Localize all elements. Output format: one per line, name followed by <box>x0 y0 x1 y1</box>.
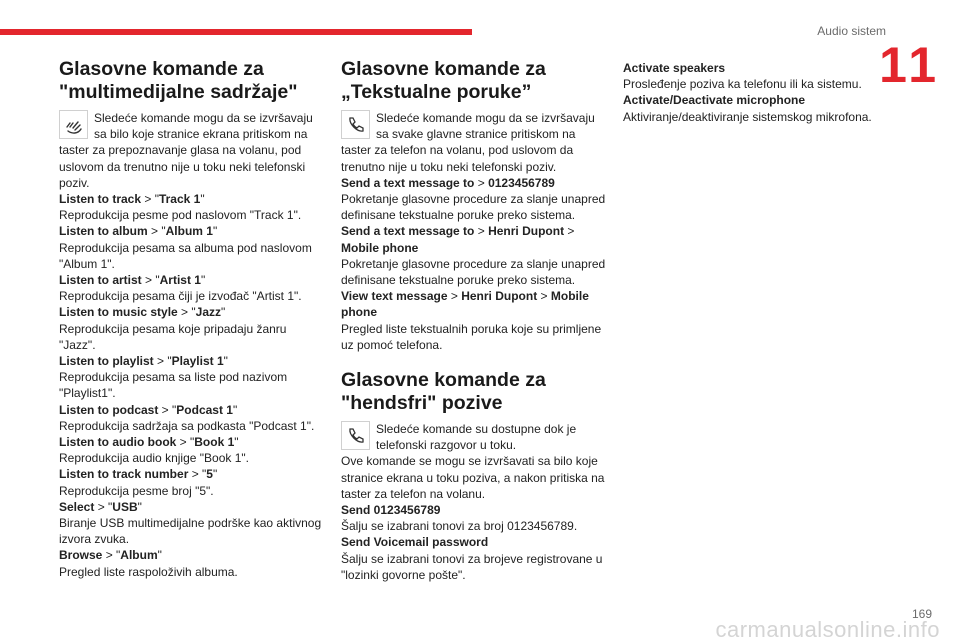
voice-command-icon <box>59 110 88 139</box>
command-part: Send a text message to <box>341 224 475 239</box>
command-phrase: Browse <box>59 548 103 563</box>
command-description: Reprodukcija pesama sa liste pod nazivom "Playlist1". <box>59 370 288 401</box>
command-description: Reprodukcija pesama koje pripadaju žanru "Jazz". <box>59 321 287 352</box>
command-description: Reprodukcija pesme broj "5". <box>59 483 214 498</box>
command-phrase: Listen to track <box>59 192 142 207</box>
voice-command: Browse > "Album" <box>59 548 162 563</box>
command-part: Henri Dupont <box>488 224 565 239</box>
command-phrase: Listen to podcast <box>59 402 159 417</box>
intro-text-messages: Sledeće komande mogu da se izvršavaju sa svake glavne stranice pritiskom na taster za telefon na volanu, pod uslovom da trenutno nije u toku neki telefonski poziv. <box>341 111 595 174</box>
command-argument: Album 1 <box>165 224 213 239</box>
chapter-number: 11 <box>879 37 940 93</box>
header-accent-bar <box>0 29 472 35</box>
section-title: Audio sistem <box>817 24 886 38</box>
command-part: Send a text message to <box>341 175 475 190</box>
voice-command: Listen to track > "Track 1" <box>59 192 205 207</box>
command-phrase: Listen to track number <box>59 467 189 482</box>
command-argument: Book 1 <box>194 435 235 450</box>
command-description: Aktiviranje/deaktiviranje sistemskog mikrofona. <box>623 109 872 124</box>
voice-command: Listen to audio book > "Book 1" <box>59 435 239 450</box>
voice-command: Listen to podcast > "Podcast 1" <box>59 402 238 417</box>
command-part: 0123456789 <box>488 175 555 190</box>
command-argument: 5 <box>206 467 213 482</box>
command-argument: Artist 1 <box>159 273 201 288</box>
command-argument: USB <box>112 499 138 514</box>
voice-command: Send Voicemail password <box>341 535 489 550</box>
command-argument: Jazz <box>195 305 221 320</box>
command-description: Reprodukcija sadržaja sa podkasta "Podcast 1". <box>59 418 315 433</box>
command-phrase: Listen to playlist <box>59 354 154 369</box>
heading-text-messages: Glasovne komande za „Tekstualne poruke” <box>341 58 546 103</box>
command-phrase: Listen to audio book <box>59 435 177 450</box>
handsfree-note: Ove komande se mogu se izvršavati sa bilo koje stranice ekrana u toku poziva, a nakon pritiska na taster za telefon na volanu. <box>341 454 605 501</box>
intro-multimedia: Sledeće komande mogu da se izvršavaju sa bilo koje stranice ekrana pritiskom na taster za prepoznavanje glasa na volanu, pod uslovom da trenutno nije u toku neki telefonski poziv. <box>59 111 313 190</box>
voice-command: Listen to album > "Album 1" <box>59 224 218 239</box>
voice-command: View text message > Henri Dupont > Mobile phone <box>341 289 589 320</box>
command-description: Šalju se izabrani tonovi za broj 0123456789. <box>341 519 578 534</box>
command-phrase: Listen to music style <box>59 305 178 320</box>
command-part: Henri Dupont <box>461 289 538 304</box>
phone-icon <box>341 110 370 139</box>
command-phrase: Listen to album <box>59 224 148 239</box>
command-description: Reprodukcija pesama sa albuma pod naslovom "Album 1". <box>59 240 312 271</box>
command-description: Pokretanje glasovne procedure za slanje unapred definisane tekstualne poruke preko sistema. <box>341 192 606 223</box>
command-part: View text message <box>341 289 448 304</box>
voice-command: Send a text message to > Henri Dupont > Mobile phone <box>341 224 575 255</box>
voice-command: Activate speakers <box>623 61 726 75</box>
column-text-messages <box>341 58 606 583</box>
voice-command: Listen to playlist > "Playlist 1" <box>59 354 228 369</box>
page-number: 169 <box>911 607 932 621</box>
command-argument: Track 1 <box>158 192 201 207</box>
voice-command: Send a text message to > 0123456789 <box>341 175 555 190</box>
command-part: Mobile phone <box>341 289 589 320</box>
command-description: Pokretanje glasovne procedure za slanje unapred definisane tekstualne poruke preko sistema. <box>341 256 606 288</box>
command-description: Biranje USB multimedijalne podrške kao aktivnog izvora zvuka. <box>59 516 322 547</box>
voice-command: Activate/Deactivate microphone <box>623 93 806 108</box>
command-description: Reprodukcija pesama čiji je izvođač "Artist 1". <box>59 289 302 304</box>
command-description: Reprodukcija audio knjige "Book 1". <box>59 451 249 466</box>
voice-command: Listen to artist > "Artist 1" <box>59 273 206 288</box>
command-description: Pregled liste raspoloživih albuma. <box>59 564 238 579</box>
command-part: Mobile phone <box>341 240 419 255</box>
watermark: carmanualsonline.info <box>715 617 940 642</box>
command-description: Šalju se izabrani tonovi za brojeve registrovane u "lozinki govorne pošte". <box>341 551 603 582</box>
command-argument: Album <box>120 548 158 563</box>
voice-command: Listen to music style > "Jazz" <box>59 305 226 320</box>
command-description: Prosleđenje poziva ka telefonu ili ka sistemu. <box>623 77 862 92</box>
intro-handsfree: Sledeće komande su dostupne dok je telefonski razgovor u toku. <box>341 421 606 453</box>
command-argument: Playlist 1 <box>171 354 224 369</box>
column-multimedia <box>59 58 324 580</box>
heading-handsfree: Glasovne komande za "hendsfri" pozive <box>341 369 546 415</box>
command-phrase: Listen to artist <box>59 273 142 288</box>
command-description: Reprodukcija pesme pod naslovom "Track 1". <box>59 208 302 223</box>
command-argument: Podcast 1 <box>176 402 233 417</box>
column-call-commands <box>623 60 893 125</box>
voice-command: Select > "USB" <box>59 499 142 514</box>
command-phrase: Select <box>59 499 95 514</box>
command-description: Pregled liste tekstualnih poruka koje su primljene uz pomoć telefona. <box>341 321 602 352</box>
phone-icon <box>341 421 370 450</box>
voice-command: Send 0123456789 <box>341 503 441 518</box>
heading-multimedia: Glasovne komande za "multimedijalne sadržaje" <box>59 58 298 103</box>
voice-command: Listen to track number > "5" <box>59 467 218 482</box>
